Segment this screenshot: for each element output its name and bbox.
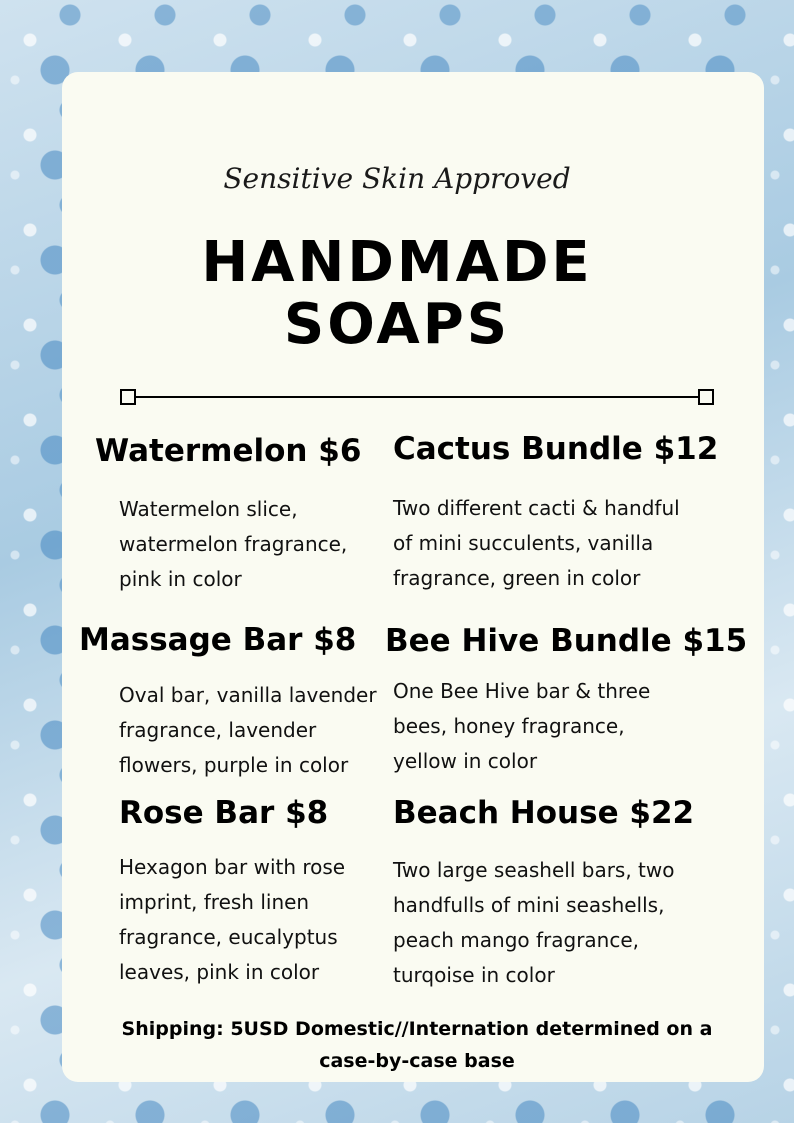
item-desc-massage-bar bbox=[119, 678, 377, 783]
desc-line: fragrance, green in color bbox=[393, 566, 641, 590]
desc-line: peach mango fragrance, bbox=[393, 928, 640, 952]
desc-line: fragrance, lavender bbox=[119, 718, 317, 742]
item-desc-bee-hive-bundle bbox=[393, 674, 650, 779]
desc-line: Two different cacti & handful bbox=[393, 496, 680, 520]
desc-line: pink in color bbox=[119, 567, 242, 591]
desc-line: Oval bar, vanilla lavender bbox=[119, 683, 377, 707]
item-name-rose-bar: Rose Bar $8 bbox=[119, 795, 329, 831]
desc-line: Watermelon slice, bbox=[119, 497, 298, 521]
desc-line: imprint, fresh linen bbox=[119, 890, 310, 914]
desc-line: turqoise in color bbox=[393, 963, 555, 987]
item-name-watermelon: Watermelon $6 bbox=[95, 433, 362, 469]
item-desc-watermelon bbox=[119, 492, 347, 597]
item-name-cactus-bundle: Cactus Bundle $12 bbox=[393, 431, 719, 467]
divider-right-square bbox=[698, 389, 714, 405]
shipping-line-2: case-by-case base bbox=[319, 1050, 515, 1072]
desc-line: leaves, pink in color bbox=[119, 960, 320, 984]
desc-line: fragrance, eucalyptus bbox=[119, 925, 338, 949]
divider-line bbox=[134, 396, 700, 398]
item-desc-beach-house bbox=[393, 853, 675, 993]
page-title bbox=[0, 232, 794, 356]
desc-line: Hexagon bar with rose bbox=[119, 855, 346, 879]
divider bbox=[120, 389, 714, 405]
desc-line: Two large seashell bars, two bbox=[393, 858, 675, 882]
desc-line: One Bee Hive bar & three bbox=[393, 679, 651, 703]
shipping-line-1: Shipping: 5USD Domestic//Internation determined on a bbox=[121, 1018, 713, 1040]
item-desc-cactus-bundle bbox=[393, 491, 680, 596]
desc-line: flowers, purple in color bbox=[119, 753, 349, 777]
item-name-massage-bar: Massage Bar $8 bbox=[79, 622, 357, 658]
item-name-beach-house: Beach House $22 bbox=[393, 795, 695, 831]
divider-left-square bbox=[120, 389, 136, 405]
item-desc-rose-bar bbox=[119, 850, 345, 990]
desc-line: of mini succulents, vanilla bbox=[393, 531, 654, 555]
tagline: Sensitive Skin Approved bbox=[223, 162, 571, 195]
desc-line: handfulls of mini seashells, bbox=[393, 893, 665, 917]
desc-line: bees, honey fragrance, bbox=[393, 714, 625, 738]
shipping-note bbox=[100, 1013, 734, 1077]
desc-line: yellow in color bbox=[393, 749, 538, 773]
item-name-bee-hive-bundle: Bee Hive Bundle $15 bbox=[385, 623, 748, 659]
desc-line: watermelon fragrance, bbox=[119, 532, 348, 556]
title-line-1: HANDMADE bbox=[201, 230, 593, 295]
title-line-2: SOAPS bbox=[283, 292, 511, 357]
